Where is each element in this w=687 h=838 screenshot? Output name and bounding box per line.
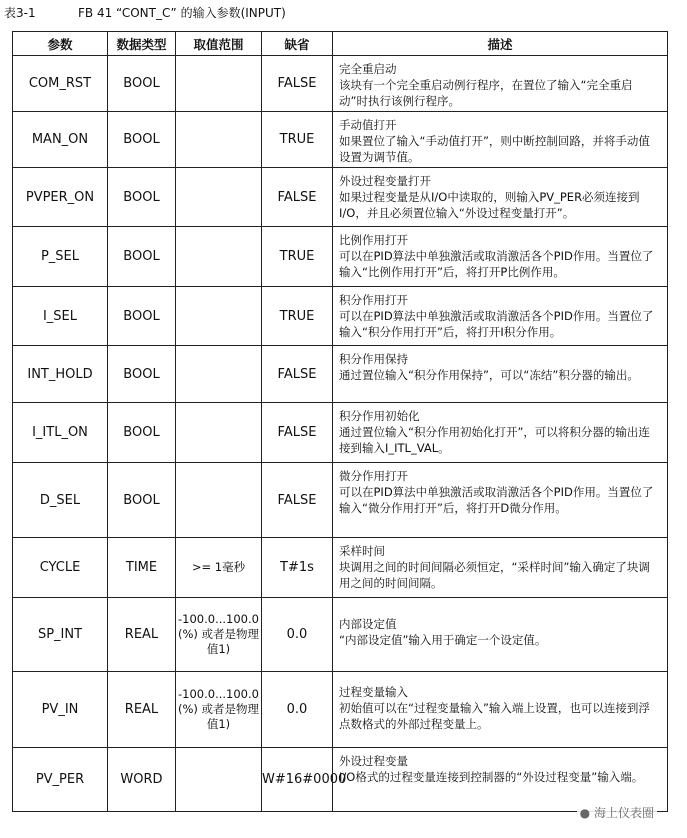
param-cell: CYCLE [13, 538, 108, 598]
param-cell: MAN_ON [13, 112, 108, 168]
param-cell: P_SEL [13, 227, 108, 287]
table-title: FB 41 “CONT_C” 的输入参数(INPUT) [78, 6, 286, 20]
default-cell: FALSE [262, 168, 333, 227]
table-row [13, 112, 668, 168]
table-row [13, 463, 668, 538]
param-cell: I_SEL [13, 287, 108, 346]
description-title: 比例作用打开 [339, 233, 408, 247]
default-cell: FALSE [262, 463, 333, 538]
description-title: 外设过程变量打开 [339, 174, 431, 188]
default-cell: TRUE [262, 112, 333, 168]
type-cell: BOOL [108, 403, 176, 463]
type-cell: REAL [108, 598, 176, 672]
param-cell: D_SEL [13, 463, 108, 538]
description-body: 可以在PID算法中单独激活或取消激活各个PID作用。当置位了输入“微分作用打开”后，将打开D微分作用。 [339, 485, 654, 515]
range-cell [176, 403, 262, 463]
description-body: 可以在PID算法中单独激活或取消激活各个PID作用。当置位了输入“比例作用打开”后，将打开P比例作用。 [339, 249, 654, 279]
type-cell: BOOL [108, 56, 176, 112]
description-title: 积分作用初始化 [339, 409, 420, 423]
header-description: 描述 [333, 32, 668, 56]
default-cell: W#16#0000 [262, 748, 333, 812]
table-row [13, 538, 668, 598]
range-cell [176, 56, 262, 112]
param-cell: SP_INT [13, 598, 108, 672]
param-cell: I_ITL_ON [13, 403, 108, 463]
default-cell: T#1s [262, 538, 333, 598]
type-cell: TIME [108, 538, 176, 598]
header-param: 参数 [13, 32, 108, 56]
header-type: 数据类型 [108, 32, 176, 56]
description-cell [333, 168, 668, 227]
default-cell: TRUE [262, 227, 333, 287]
default-cell: FALSE [262, 346, 333, 403]
description-body: “内部设定值”输入用于确定一个设定值。 [339, 633, 547, 647]
description-title: 积分作用保持 [339, 352, 408, 366]
default-cell: 0.0 [262, 598, 333, 672]
type-cell: BOOL [108, 227, 176, 287]
header-default: 缺省 [262, 32, 333, 56]
description-cell [333, 227, 668, 287]
description-title: 外设过程变量 [339, 754, 408, 768]
table-row [13, 346, 668, 403]
table-row [13, 403, 668, 463]
description-cell [333, 56, 668, 112]
watermark-text: 海上仪表圈 [593, 806, 654, 820]
type-cell: BOOL [108, 463, 176, 538]
description-cell [333, 403, 668, 463]
description-cell [333, 538, 668, 598]
type-cell: BOOL [108, 346, 176, 403]
description-cell [333, 463, 668, 538]
description-body: 可以在PID算法中单独激活或取消激活各个PID作用。当置位了输入“积分作用打开”后，将打开I积分作用。 [339, 309, 654, 339]
range-cell: -100.0...100.0 (%) 或者是物理值1) [176, 672, 262, 748]
description-body: 初始值可以在“过程变量输入”输入端上设置，也可以连接到浮点数格式的外部过程变量上。 [339, 701, 650, 731]
header-range: 取值范围 [176, 32, 262, 56]
type-cell: REAL [108, 672, 176, 748]
param-cell: PVPER_ON [13, 168, 108, 227]
description-cell [333, 672, 668, 748]
default-cell: FALSE [262, 56, 333, 112]
description-cell [333, 748, 668, 812]
description-cell [333, 287, 668, 346]
range-cell [176, 112, 262, 168]
description-title: 内部设定值 [339, 617, 397, 631]
table-row [13, 287, 668, 346]
description-body: 通过置位输入“积分作用初始化打开”，可以将积分器的输出连接到输入I_ITL_VAL。 [339, 425, 650, 455]
type-cell: BOOL [108, 168, 176, 227]
param-cell: PV_IN [13, 672, 108, 748]
default-cell: FALSE [262, 403, 333, 463]
default-cell: 0.0 [262, 672, 333, 748]
range-cell: -100.0...100.0 (%) 或者是物理值1) [176, 598, 262, 672]
table-header-row [13, 32, 668, 56]
table-row [13, 56, 668, 112]
range-cell: >= 1毫秒 [176, 538, 262, 598]
description-body: I/O格式的过程变量连接到控制器的“外设过程变量”输入端。 [339, 770, 644, 784]
description-title: 采样时间 [339, 544, 385, 558]
description-title: 手动值打开 [339, 118, 397, 132]
description-title: 完全重启动 [339, 62, 397, 76]
description-body: 如果置位了输入“手动值打开”，则中断控制回路，并将手动值设置为调节值。 [339, 134, 650, 164]
range-cell [176, 463, 262, 538]
description-body: 该块有一个完全重启动例行程序，在置位了输入“完全重启动”时执行该例行程序。 [339, 78, 633, 108]
description-body: 块调用之间的时间间隔必须恒定，“采样时间”输入确定了块调用之间的时间间隔。 [339, 560, 650, 590]
range-cell [176, 346, 262, 403]
table-row [13, 227, 668, 287]
description-title: 过程变量输入 [339, 685, 408, 699]
chat-bubble-icon: ● [579, 806, 591, 820]
range-cell [176, 168, 262, 227]
table-row [13, 672, 668, 748]
description-title: 积分作用打开 [339, 293, 408, 307]
table-row [13, 748, 668, 812]
type-cell: BOOL [108, 287, 176, 346]
param-cell: PV_PER [13, 748, 108, 812]
range-cell [176, 287, 262, 346]
param-cell: INT_HOLD [13, 346, 108, 403]
description-body: 如果过程变量是从I/O中读取的，则输入PV_PER必须连接到I/O，并且必须置位输入“外设过程变量打开”。 [339, 190, 640, 220]
parameter-table [12, 31, 668, 812]
watermark [577, 803, 657, 822]
table-row [13, 168, 668, 227]
table-row [13, 598, 668, 672]
description-title: 微分作用打开 [339, 469, 408, 483]
table-number: 表3-1 [4, 6, 36, 20]
description-body: 通过置位输入“积分作用保持”，可以“冻结”积分器的输出。 [339, 368, 639, 382]
default-cell: TRUE [262, 287, 333, 346]
type-cell: WORD [108, 748, 176, 812]
type-cell: BOOL [108, 112, 176, 168]
range-cell [176, 227, 262, 287]
param-cell: COM_RST [13, 56, 108, 112]
description-cell [333, 346, 668, 403]
description-cell [333, 112, 668, 168]
table-caption [4, 4, 286, 21]
range-cell [176, 748, 262, 812]
description-cell [333, 598, 668, 672]
